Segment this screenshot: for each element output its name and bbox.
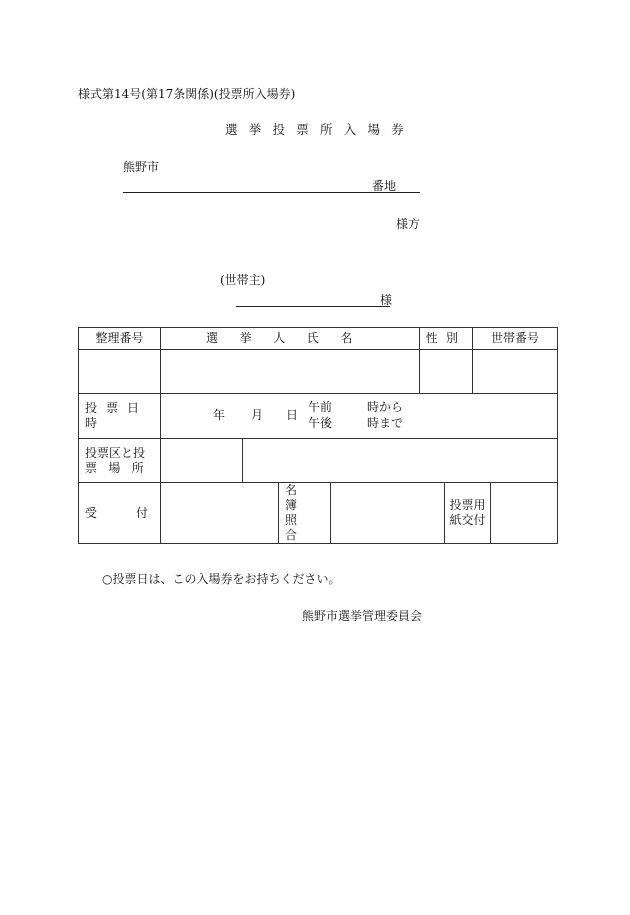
header-household-no: 世帯番号: [473, 328, 558, 350]
householder-honorific: 様: [380, 293, 393, 307]
cell-district: [161, 439, 243, 483]
cell-polling-place: [243, 439, 558, 483]
label-district: 投票区と投 票場所: [79, 439, 161, 483]
cell-household-no: [473, 350, 558, 394]
issuer-name: 熊野市選挙管理委員会: [302, 609, 423, 623]
footer-note: ○投票日は、この入場券をお持ちください。: [102, 572, 341, 586]
cell-gender: [420, 350, 473, 394]
label-registry-check: 名簿 照合: [279, 483, 331, 544]
dt-pm: 午後: [308, 416, 333, 430]
ticket-table: [78, 327, 558, 544]
cell-ballot-issue: [491, 483, 558, 544]
address-care-of: 様方: [396, 217, 421, 231]
label-reception: 受 付: [79, 483, 161, 544]
document-title: 選挙投票所入場券: [225, 122, 416, 137]
cell-reception: [161, 483, 279, 544]
dt-month: 月: [251, 408, 264, 422]
label-voting-datetime: 投票日時: [79, 394, 161, 439]
cell-voting-datetime: [161, 394, 558, 439]
dt-year: 年: [213, 408, 226, 422]
form-number: 様式第14号(第17条関係)(投票所入場券): [78, 87, 296, 101]
dt-until: 時まで: [367, 416, 404, 430]
dt-am: 午前: [308, 400, 333, 414]
dt-from: 時から: [367, 400, 404, 414]
cell-ref-no: [79, 350, 161, 394]
cell-registry-check: [331, 483, 445, 544]
dt-day: 日: [286, 408, 299, 422]
header-voter-name: 選挙人氏名: [161, 328, 420, 350]
householder-label: (世帯主): [220, 273, 266, 287]
address-banchi: 番地: [372, 179, 397, 193]
header-ref-no: 整理番号: [79, 328, 161, 350]
address-city: 熊野市: [123, 160, 160, 174]
label-ballot-issue: 投票用 紙交付: [445, 483, 491, 544]
header-gender: 性別: [420, 328, 473, 350]
householder-line: [236, 306, 390, 307]
cell-voter-name: [161, 350, 420, 394]
